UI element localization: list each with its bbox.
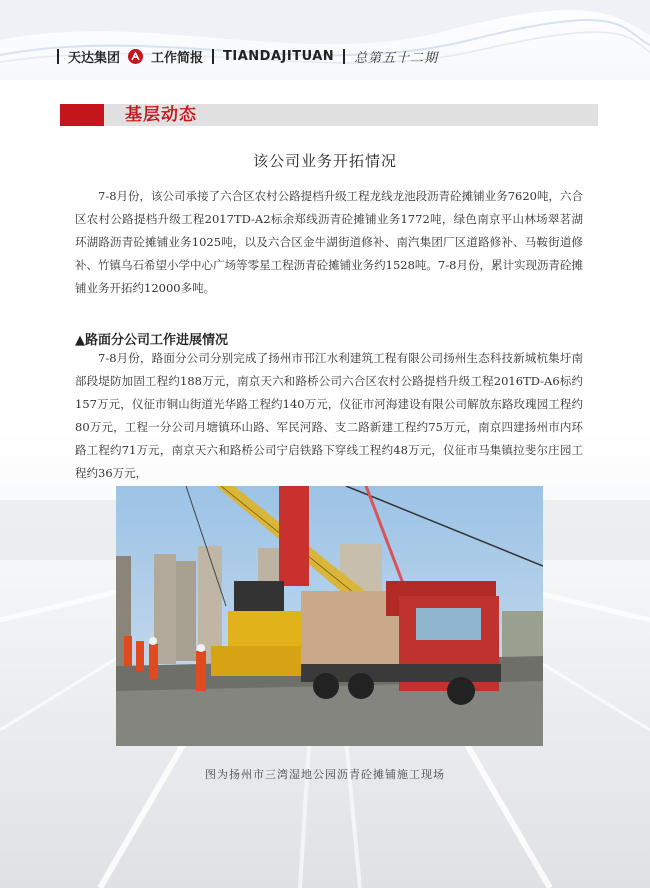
article-paragraph-1: 7-8月份，该公司承接了六合区农村公路提档升级工程龙线龙池段沥青砼摊铺业务7620吨，六合区农村公路提档升级工程2017TD-A2标余郑线沥青砼摊铺业务1772吨，绿色南京平山林场翠茗湖环湖路沥青砼摊铺业务1025吨，以及六合区金牛湖街道修补、南汽集团厂区道路修补、马鞍街道修补、竹镇乌石希望小学中心广场等零星工程沥青砼摊铺业务约1528吨。7-8月份，累计实现沥青砼摊铺业务开拓约12000多吨。	[75, 189, 583, 295]
page-header	[0, 0, 650, 80]
photo-caption: 图为扬州市三湾湿地公园沥青砼摊铺施工现场	[205, 768, 445, 781]
header-wave-decoration	[0, 0, 650, 80]
section-title: 基层动态	[125, 105, 197, 125]
article-subheading: ▲路面分公司工作进展情况	[75, 333, 228, 348]
issue-number: 总第五十二期	[354, 50, 439, 66]
newsletter-name: 工作简报	[151, 50, 204, 66]
brand-logo-icon	[128, 49, 143, 64]
latin-name: TIANDAJITUAN	[223, 48, 335, 64]
header-separator	[212, 49, 214, 64]
header-bar	[54, 47, 438, 65]
section-accent-block	[60, 104, 104, 126]
header-separator	[343, 49, 345, 64]
header-separator	[57, 49, 59, 64]
section-heading-bar	[60, 104, 598, 126]
group-name: 天达集团	[68, 50, 121, 66]
article-title: 该公司业务开拓情况	[252, 152, 397, 170]
article-paragraph-2: 7-8月份，路面分公司分别完成了扬州市邗江水利建筑工程有限公司扬州生态科技新城杭集圩南部段堤防加固工程约188万元，南京天六和路桥公司六合区农村公路提档升级工程2016TD-A6标约157万元，仪征市铜山街道光华路工程约140万元，仪征市河海建设有限公司解放东路玫瑰园工程约80万元，工程一分公司月塘镇环山路、军民河路、支二路新建工程约75万元，南京四建扬州市内环路工程约71万元，南京天六和路桥公司宁启铁路下穿线工程约48万元，仪征市马集镇拉斐尔庄园工程约36万元，	[75, 351, 583, 480]
construction-site-photo	[116, 486, 543, 746]
